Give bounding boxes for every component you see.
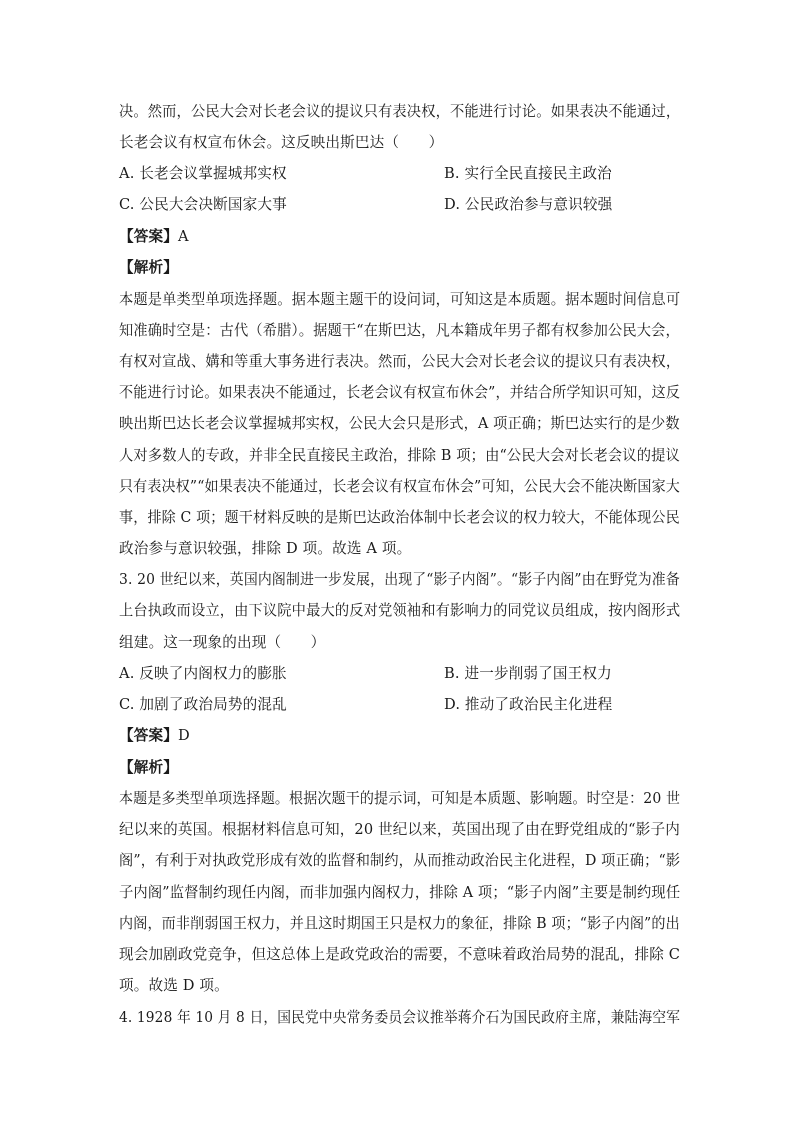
q3-option-c: C. 加剧了政治局势的混乱 — [119, 696, 287, 713]
q3-stem-line-3: 组建。这一现象的出现（ ） — [119, 634, 326, 651]
q2-analysis-line-8: 事，排除 C 项；题干材料反映的是斯巴达政治体制中长老会议的权力较大，不能体现公民 — [119, 509, 680, 526]
q3-analysis-line-1: 本题是多类型单项选择题。根据次题干的提示词，可知是本质题、影响题。时空是：20 世 — [119, 790, 681, 807]
q2-analysis-line-2: 知准确时空是：古代（希腊）。据题干“在斯巴达，凡本籍成年男子都有权参加公民大会， — [119, 322, 680, 339]
q2-option-c: C. 公民大会决断国家大事 — [119, 196, 287, 213]
q3-analysis-line-7: 项。故选 D 项。 — [119, 977, 229, 994]
q3-answer-tag: 【答案】 — [119, 727, 178, 744]
q2-stem-line-2: 长老会议有权宣布休会。这反映出斯巴达（ ） — [119, 134, 444, 151]
q2-option-b: B. 实行全民直接民主政治 — [444, 165, 612, 182]
q3-option-b: B. 进一步削弱了国王权力 — [444, 665, 612, 682]
q3-analysis-tag: 【解析】 — [119, 759, 178, 776]
q3-analysis-line-5: 内阁，而非削弱国王权力，并且这时期国王只是权力的象征，排除 B 项；“影子内阁”的出 — [119, 915, 680, 932]
q3-answer-value: D — [177, 727, 190, 744]
q2-analysis-tag: 【解析】 — [119, 259, 178, 276]
q2-option-d: D. 公民政治参与意识较强 — [444, 196, 613, 213]
q2-analysis-line-5: 映出斯巴达长老会议掌握城邦实权，公民大会只是形式，A 项正确；斯巴达实行的是少数 — [119, 415, 680, 432]
q2-stem-line-1: 决。然而，公民大会对长老会议的提议只有表决权，不能进行讨论。如果表决不能通过， — [119, 103, 681, 120]
q2-analysis-line-6: 人对多数人的专政，并非全民直接民主政治，排除 B 项；由“公民大会对长老会议的提议 — [119, 447, 680, 464]
q2-analysis-line-3: 有权对宣战、媾和等重大事务进行表决。然而，公民大会对长老会议的提议只有表决权， — [119, 353, 681, 370]
q3-analysis-line-4: 子内阁”监督制约现任内阁，而非加强内阁权力，排除 A 项；“影子内阁”主要是制约现任 — [119, 884, 681, 901]
q2-analysis-line-4: 不能进行讨论。如果表决不能通过，长老会议有权宣布休会”，并结合所学知识可知，这反 — [119, 384, 681, 401]
q2-analysis-line-9: 政治参与意识较强，排除 D 项。故选 A 项。 — [119, 540, 412, 557]
q3-stem-line-2: 上台执政而设立，由下议院中最大的反对党领袖和有影响力的同党议员组成，按内阁形式 — [119, 602, 681, 619]
q3-answer-line — [119, 726, 190, 746]
q3-option-a: A. 反映了内阁权力的膨胀 — [119, 665, 287, 682]
q3-analysis-line-6: 现会加剧政党竞争，但这总体上是政党政治的需要，不意味着政治局势的混乱，排除 C — [119, 946, 681, 963]
q3-option-d: D. 推动了政治民主化进程 — [444, 696, 613, 713]
q2-answer-value: A — [177, 228, 189, 245]
q2-answer-line — [119, 227, 189, 247]
q3-analysis-line-3: 阁”，有利于对执政党形成有效的监督和制约，从而推动政治民主化进程，D 项正确；“影 — [119, 852, 681, 869]
q3-stem-line-1: 3. 20 世纪以来，英国内阁制进一步发展，出现了“影子内阁”。“影子内阁”由在野党为准备 — [119, 571, 680, 588]
q2-option-a: A. 长老会议掌握城邦实权 — [119, 165, 287, 182]
q2-analysis-line-1: 本题是单类型单项选择题。据本题主题干的设问词，可知这是本质题。据本题时间信息可 — [119, 291, 681, 308]
q3-analysis-line-2: 纪以来的英国。根据材料信息可知，20 世纪以来，英国出现了由在野党组成的“影子内 — [119, 821, 680, 838]
q4-stem-line-1: 4. 1928 年 10 月 8 日，国民党中央常务委员会议推举蒋介石为国民政府主席，兼陆海空军 — [119, 1009, 681, 1026]
q2-analysis-line-7: 只有表决权”“如果表决不能通过，长老会议有权宣布休会”可知，公民大会不能决断国家大 — [119, 478, 680, 495]
q2-answer-tag: 【答案】 — [119, 228, 178, 245]
